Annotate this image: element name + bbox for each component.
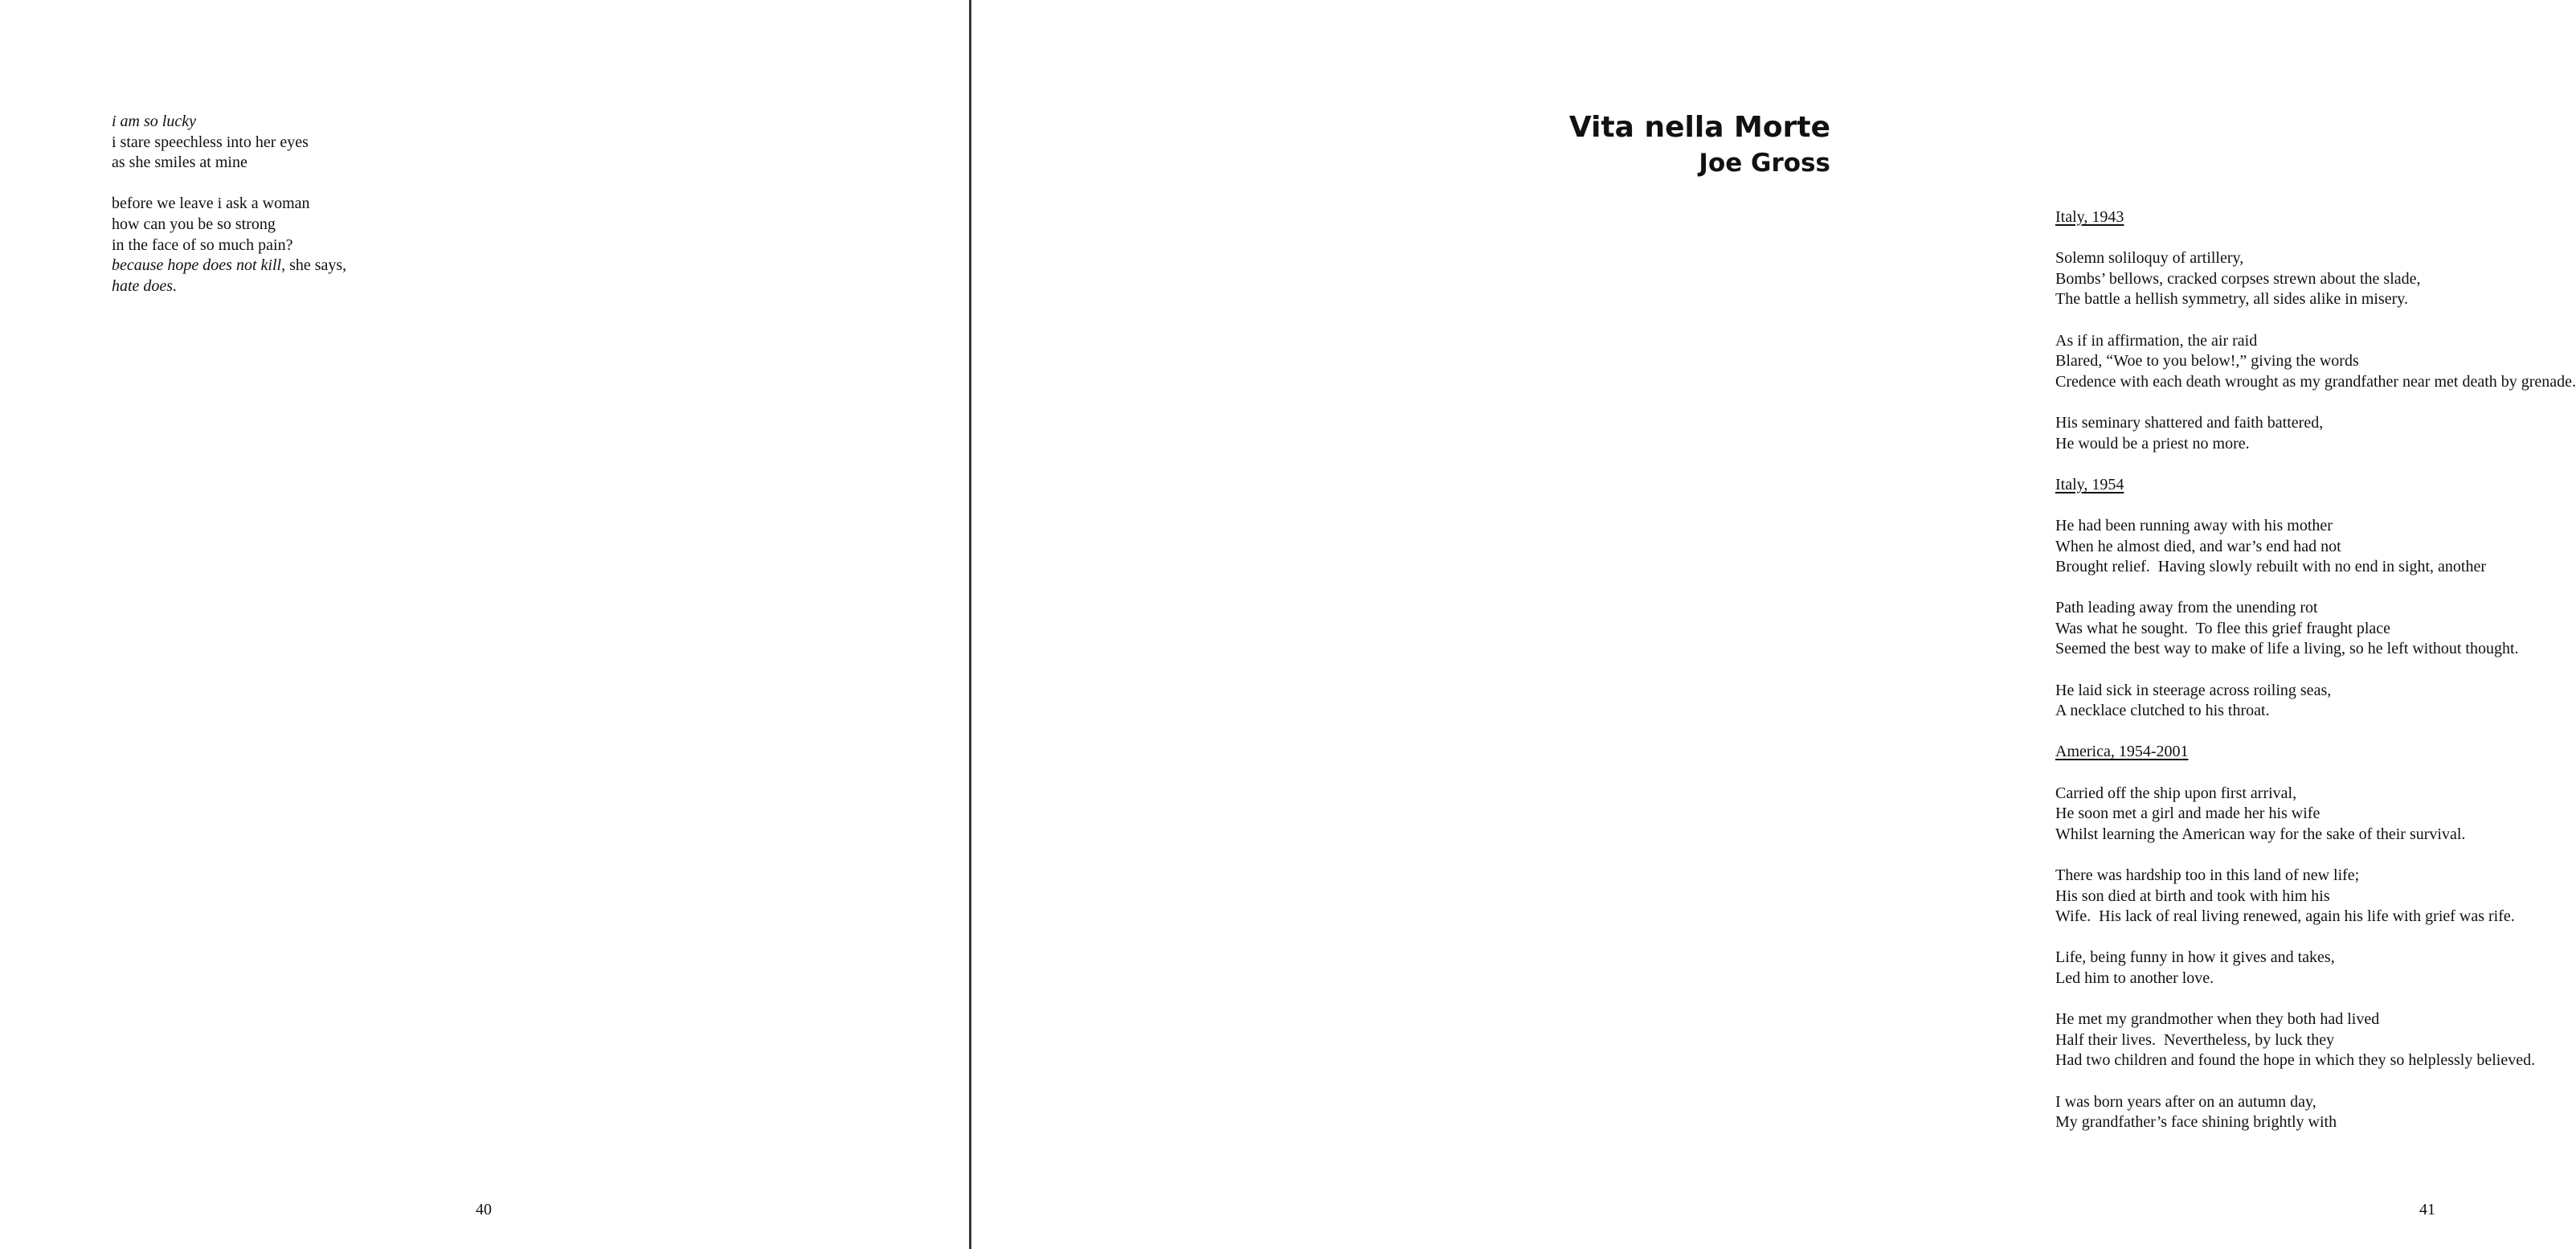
poem-line: Whilst learning the American way for the sake of their survival. [2055,825,2466,843]
poem-line: He had been running away with his mother [2055,516,2333,534]
section-heading-line [2055,207,2576,228]
poem-line: Wife. His lack of real living renewed, again his life with grief was rife. [2055,907,2515,926]
poem-line: Led him to another love. [2055,968,2214,987]
poem-line: He soon met a girl and made her his wife [2055,805,2320,823]
poem-author: Joe Gross [1699,149,1830,178]
poem-title-block [1569,109,1830,180]
poem-line: Life, being funny in how it gives and takes, [2055,948,2335,967]
left-poem-text [112,112,346,297]
poem-line [112,153,346,174]
poem-line: Blared, “Woe to you below!,” giving the words [2055,352,2359,371]
poem-line [112,215,346,235]
poem-line: Credence with each death wrought as my grandfather near met death by grenade. [2055,372,2576,391]
poem-line: As if in affirmation, the air raid [2055,331,2258,350]
poem-line [112,256,346,276]
poem-line: Solemn soliloquy of artillery, [2055,249,2244,268]
poem-line [112,133,346,154]
stanza-gap [2055,495,2576,516]
stanza-gap [2055,578,2576,599]
stanza-gap [2055,392,2576,413]
poem-line: I was born years after on an autumn day, [2055,1092,2316,1111]
poem-line-segment: in the face of so much pain? [112,235,293,254]
stanza-gap [2055,660,2576,681]
poem-line-segment: , she says, [281,256,347,275]
section-heading: Italy, 1954 [2055,475,2124,493]
poem-line [112,235,346,256]
stanza-gap [2055,928,2576,948]
poem-line [112,194,346,215]
section-heading: America, 1954-2001 [2055,743,2189,761]
poem-line-segment: before we leave i ask a woman [112,195,310,213]
poem-line: When he almost died, and war’s end had not [2055,537,2341,555]
poem-line: He laid sick in steerage across roiling seas, [2055,681,2332,699]
poem-line-segment: because hope does not kill [112,256,282,275]
stanza-gap [112,174,346,195]
poem-line: There was hardship too in this land of new life; [2055,866,2360,884]
poem-line: His son died at birth and took with him his [2055,887,2330,905]
section-heading-line [2055,742,2576,763]
right-page [971,0,2576,1249]
poem-line-segment: how can you be so strong [112,215,276,233]
stanza-gap [2055,228,2576,249]
left-page [0,0,969,1249]
poem-line: Seemed the best way to make of life a living, so he left without thought. [2055,640,2519,658]
stanza-gap [2055,310,2576,331]
page-number-left: 40 [476,1201,492,1218]
poem-line-segment: hate does. [112,276,178,295]
section-heading: Italy, 1943 [2055,208,2124,226]
stanza-gap [2055,763,2576,784]
section-heading-line [2055,475,2576,496]
poem-line: He would be a priest no more. [2055,434,2250,453]
poem-line-segment: i am so lucky [112,113,196,130]
stanza-gap [2055,989,2576,1010]
poem-line: Carried off the ship upon first arrival, [2055,784,2297,802]
page-number-right: 41 [2419,1201,2435,1218]
right-poem-text [2055,207,2576,1133]
poem-line: Had two children and found the hope in which they so helplessly believed. [2055,1051,2536,1070]
poem-line-segment: as she smiles at mine [112,154,247,172]
poem-line: Was what he sought. To flee this grief fraught place [2055,619,2391,637]
poem-line [112,276,346,297]
poem-line: The battle a hellish symmetry, all sides alike in misery. [2055,290,2408,309]
poem-line-segment: i stare speechless into her eyes [112,133,309,151]
poem-line: Bombs’ bellows, cracked corpses strewn about the slade, [2055,269,2421,288]
poem-line: My grandfather’s face shining brightly with [2055,1113,2337,1132]
poem-title: Vita nella Morte [1568,111,1830,144]
stanza-gap [2055,1071,2576,1092]
section-gap [2055,722,2576,743]
poem-line: Half their lives. Nevertheless, by luck they [2055,1030,2335,1049]
stanza-gap [2055,845,2576,866]
poem-line [112,112,346,133]
poem-line: Path leading away from the unending rot [2055,599,2318,617]
poem-line: Brought relief. Having slowly rebuilt with no end in sight, another [2055,558,2487,576]
poem-line: He met my grandmother when they both had lived [2055,1010,2380,1029]
section-gap [2055,454,2576,475]
poem-line: His seminary shattered and faith battered, [2055,413,2324,432]
poem-line: A necklace clutched to his throat. [2055,702,2270,720]
